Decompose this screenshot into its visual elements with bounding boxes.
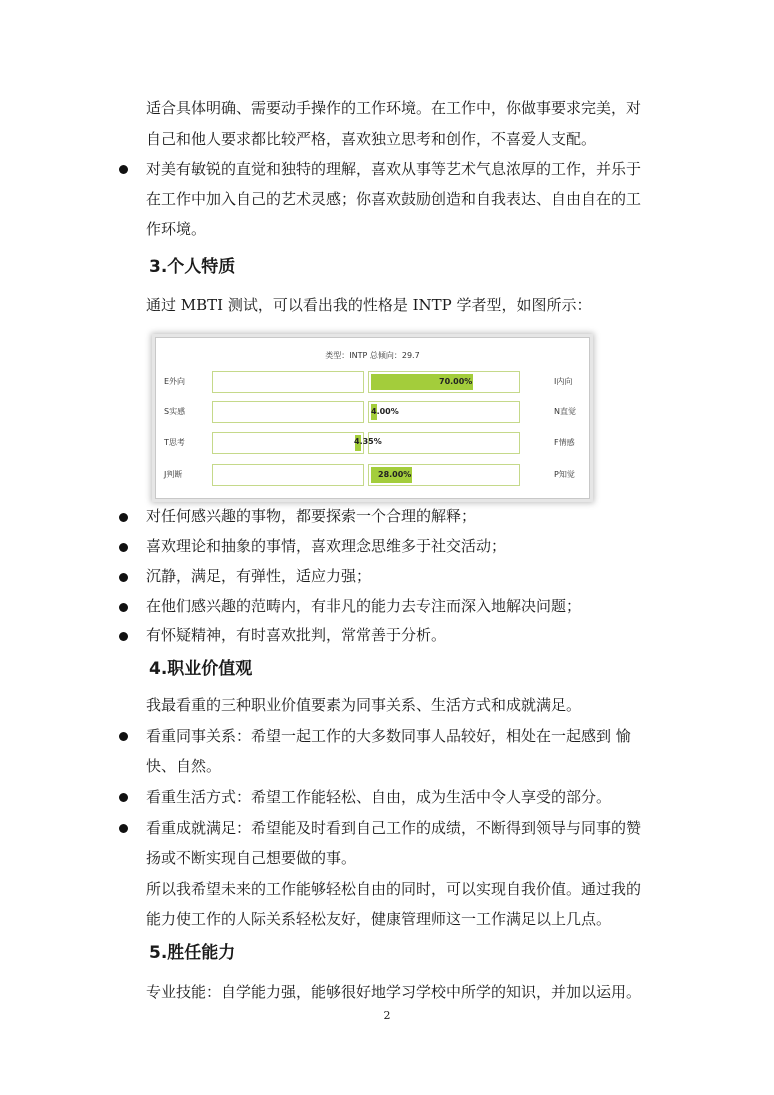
bullet-dot xyxy=(119,573,128,582)
mbti-chart xyxy=(155,337,590,499)
bullet-dot xyxy=(119,793,128,802)
pct-label: 4.00% xyxy=(371,407,399,416)
pct-label: 4.35% xyxy=(354,437,382,446)
bullet-text: 看重成就满足：希望能及时看到自己工作的成绩，不断得到领导与同事的赞 xyxy=(146,819,642,837)
bullet-dot xyxy=(119,732,128,741)
paragraph-intro: 我最看重的三种职业价值要素为同事关系、生活方式和成就满足。 xyxy=(146,696,582,714)
bullet-dot xyxy=(119,824,128,833)
left-track xyxy=(212,371,364,393)
text-line: 作环境。 xyxy=(146,220,207,238)
left-label: T思考 xyxy=(164,438,185,447)
right-label: I内向 xyxy=(554,377,573,386)
pct-label: 70.00% xyxy=(439,377,473,386)
mbti-row xyxy=(156,371,589,393)
bullet-text: 扬或不断实现自己想要做的事。 xyxy=(146,849,357,867)
mbti-row xyxy=(156,401,589,423)
bullet-text: 看重生活方式：希望工作能轻松、自由，成为生活中令人享受的部分。 xyxy=(146,788,612,806)
bullet-dot xyxy=(119,165,128,174)
left-label: S实感 xyxy=(164,407,186,416)
left-label: E外向 xyxy=(164,377,186,386)
paragraph-text: 所以我希望未来的工作能够轻松自由的同时，可以实现自我价值。通过我的 xyxy=(146,880,642,898)
mbti-row xyxy=(156,464,589,486)
bullet-dot xyxy=(119,603,128,612)
paragraph-text: 能力使工作的人际关系轻松友好，健康管理师这一工作满足以上几点。 xyxy=(146,910,612,928)
left-track xyxy=(212,401,364,423)
bullet-dot xyxy=(119,632,128,641)
right-label: P知觉 xyxy=(554,470,575,479)
paragraph-intro: 通过 MBTI 测试，可以看出我的性格是 INTP 学者型，如图所示： xyxy=(146,296,592,314)
text-line: 自己和他人要求都比较严格，喜欢独立思考和创作，不喜爱人支配。 xyxy=(146,130,597,148)
section-heading: 3.个人特质 xyxy=(149,257,236,277)
text-line: 对美有敏锐的直觉和独特的理解，喜欢从事等艺术气息浓厚的工作，并乐于 xyxy=(146,160,642,178)
paragraph-text: 专业技能：自学能力强，能够很好地学习学校中所学的知识，并加以运用。 xyxy=(146,983,642,1001)
text-line: 在工作中加入自己的艺术灵感；你喜欢鼓励创造和自我表达、自由自在的工 xyxy=(146,190,642,208)
right-label: N直觉 xyxy=(554,407,576,416)
left-label: J判断 xyxy=(164,470,183,479)
right-track xyxy=(368,464,520,486)
left-track xyxy=(212,464,364,486)
text-line: 适合具体明确、需要动手操作的工作环境。在工作中，你做事要求完美，对 xyxy=(146,99,642,117)
right-label: F情感 xyxy=(554,438,575,447)
right-track xyxy=(368,432,520,454)
right-track xyxy=(368,401,520,423)
mbti-row xyxy=(156,432,589,454)
bullet-text: 快、自然。 xyxy=(146,757,222,775)
bullet-text: 喜欢理论和抽象的事情，喜欢理念思维多于社交活动； xyxy=(146,537,507,555)
bullet-text: 看重同事关系：希望一起工作的大多数同事人品较好，相处在一起感到 愉 xyxy=(146,727,631,745)
bullet-text: 在他们感兴趣的范畴内，有非凡的能力去专注而深入地解决问题； xyxy=(146,597,582,615)
bullet-text: 对任何感兴趣的事物，都要探索一个合理的解释； xyxy=(146,507,477,525)
pct-label: 28.00% xyxy=(378,470,412,479)
bullet-dot xyxy=(119,513,128,522)
left-track xyxy=(212,432,364,454)
right-track xyxy=(368,371,520,393)
bullet-dot xyxy=(119,543,128,552)
section-heading: 5.胜任能力 xyxy=(149,943,236,963)
bullet-text: 有怀疑精神，有时喜欢批判，常常善于分析。 xyxy=(146,626,447,644)
page-number: 2 xyxy=(383,1009,391,1022)
section-heading: 4.职业价值观 xyxy=(149,659,253,679)
bullet-text: 沉静，满足，有弹性，适应力强； xyxy=(146,567,372,585)
chart-title: 类型：INTP 总倾向：29.7 xyxy=(325,351,420,360)
